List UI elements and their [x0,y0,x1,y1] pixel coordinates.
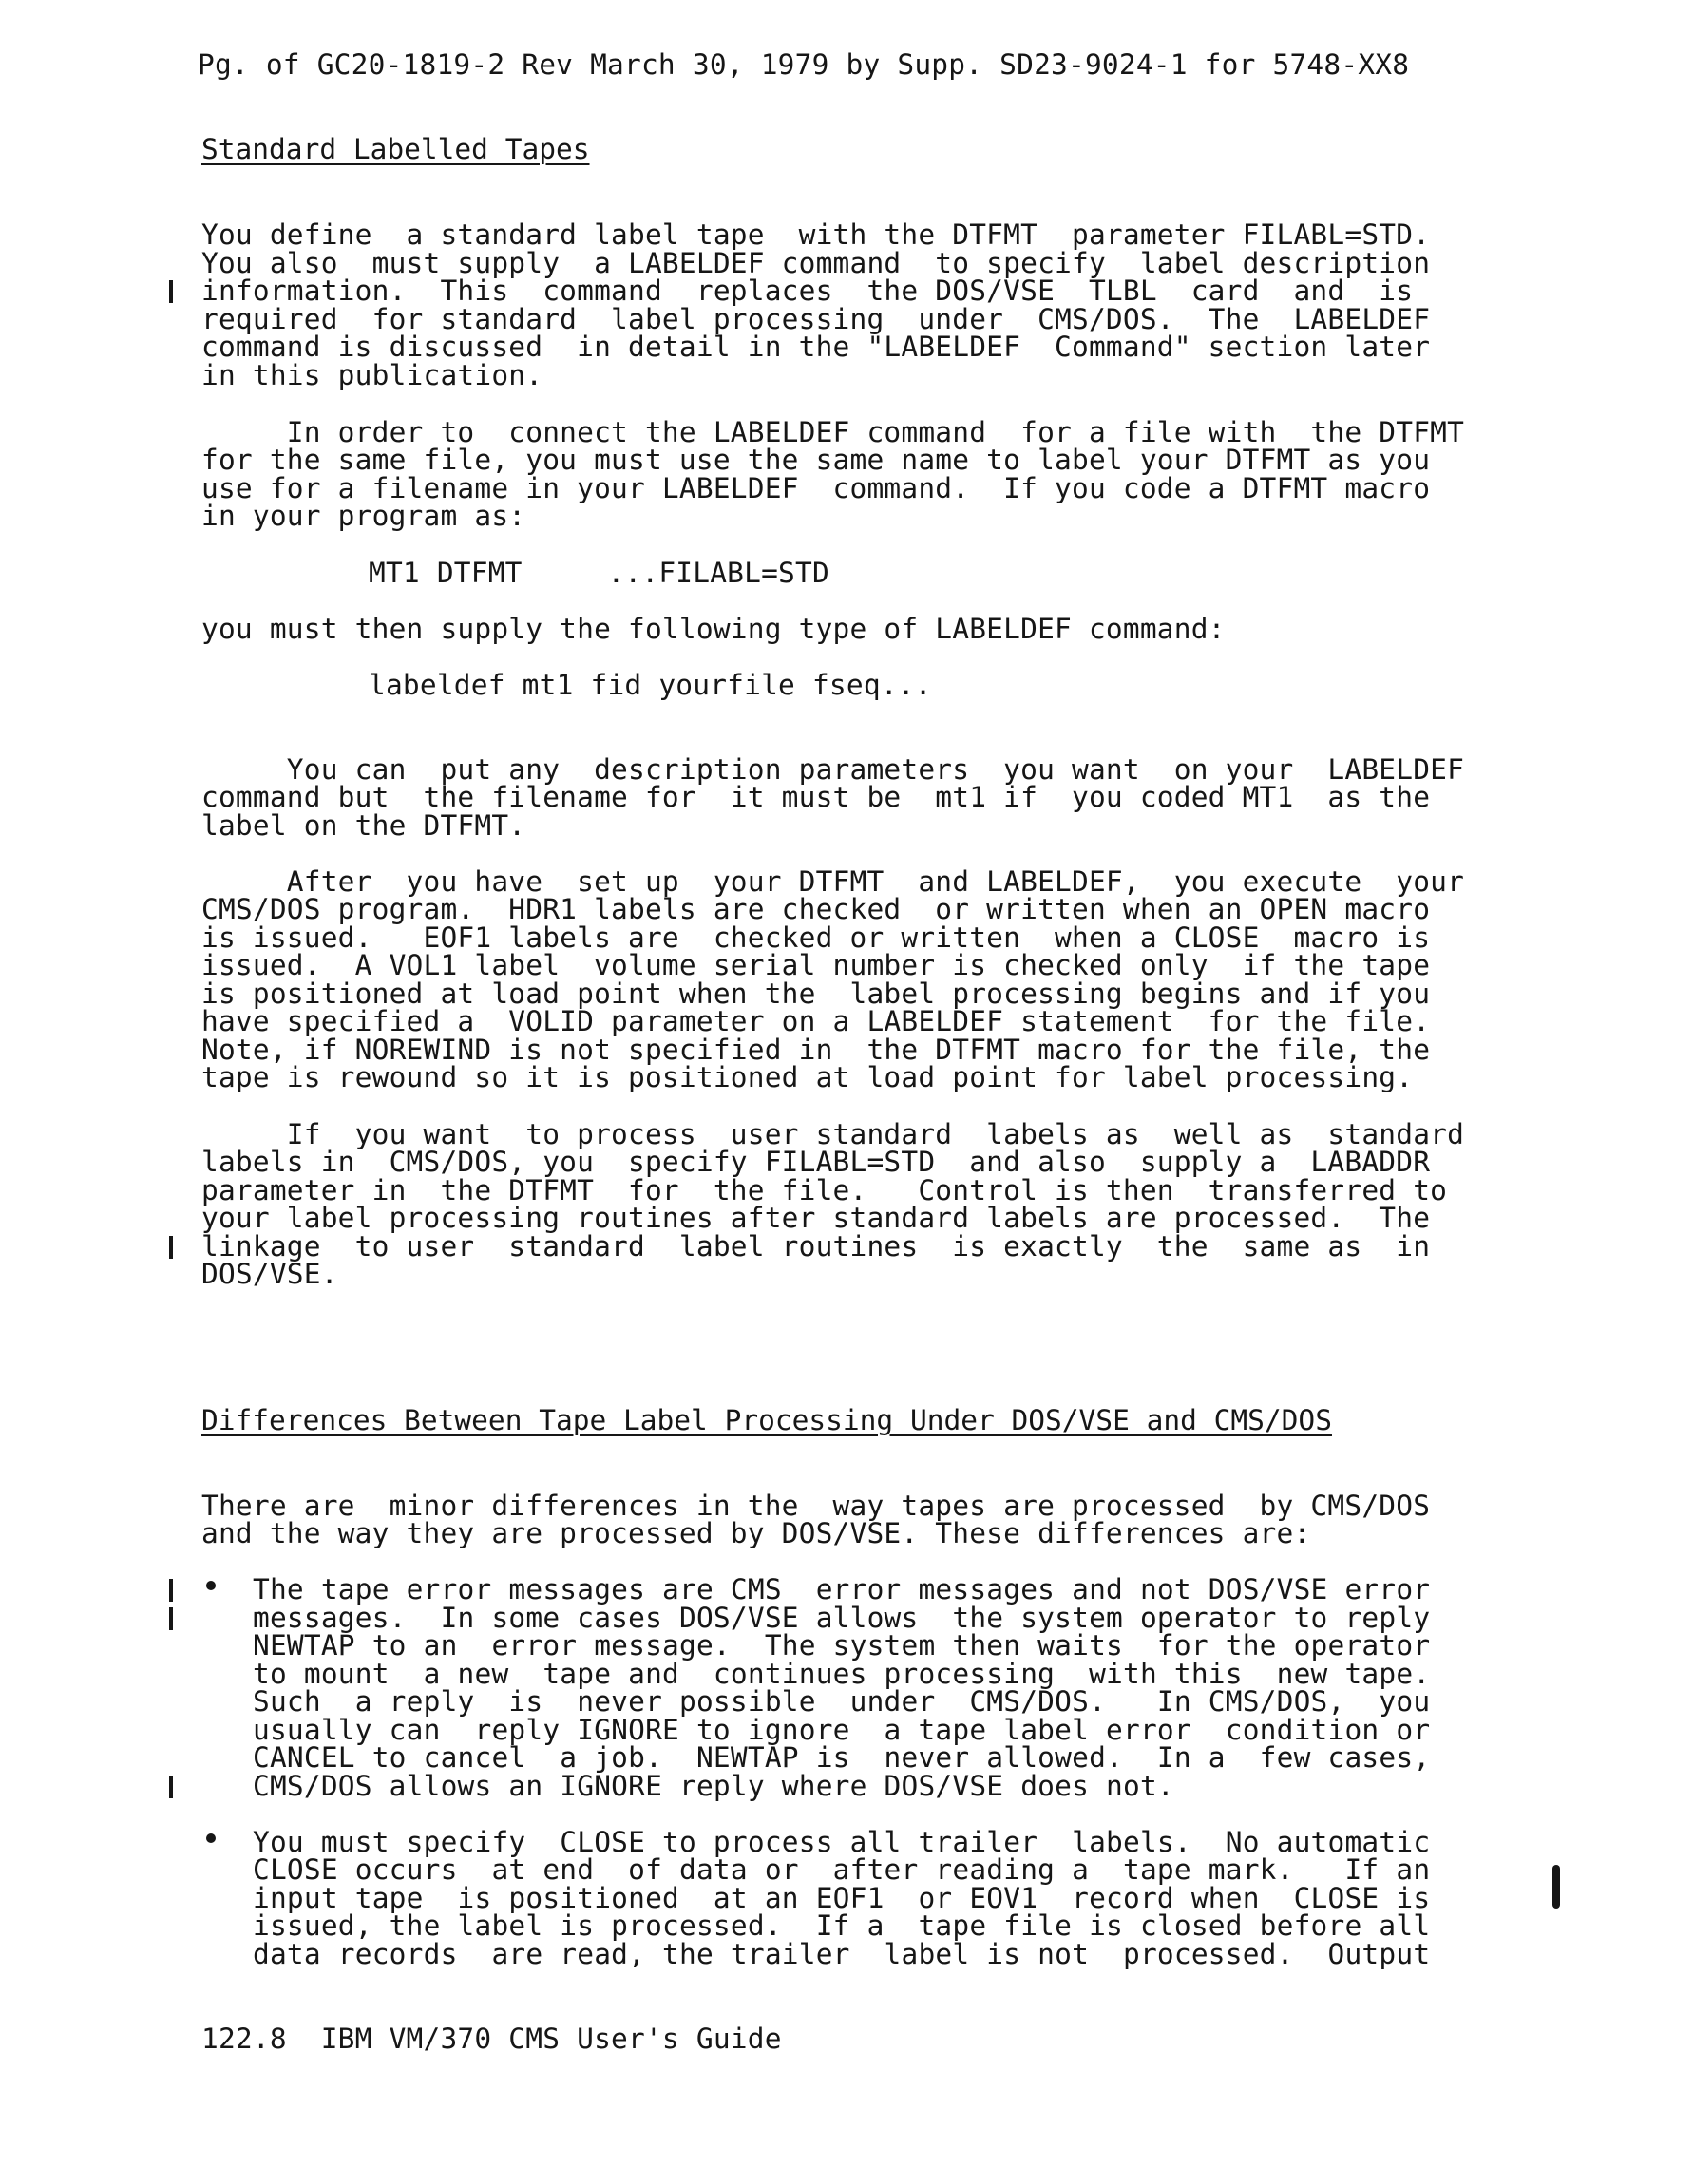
code-example-dtfmt: MT1 DTFMT ...FILABL=STD [369,557,829,589]
text-line: for the same file, you must use the same name to label your DTFMT as you [201,444,1431,476]
text-line: NEWTAP to an error message. The system then waits for the operator [253,1629,1431,1662]
text-line: is issued. EOF1 labels are checked or written when a CLOSE macro is [201,921,1431,954]
text-line: You can put any description parameters you want on your LABELDEF [201,753,1465,786]
paragraph-3: you must then supply the following type of LABELDEF command: [201,613,1226,645]
text-line: use for a filename in your LABELDEF command. If you code a DTFMT macro [201,472,1431,504]
text-line: in your program as: [201,500,526,532]
revision-bar [169,280,173,303]
section-heading-standard-labelled-tapes: Standard Labelled Tapes [201,133,590,165]
text-line: input tape is positioned at an EOF1 or EOV1 record when CLOSE is [253,1882,1431,1914]
page-header: Pg. of GC20-1819-2 Rev March 30, 1979 by Supp. SD23-9024-1 for 5748-XX8 [198,48,1410,81]
text-line: There are minor differences in the way tapes are processed by CMS/DOS [201,1490,1431,1522]
text-line: data records are read, the trailer label is not processed. Output [253,1938,1431,1970]
text-line: Such a reply is never possible under CMS/DOS. In CMS/DOS, you [253,1685,1431,1718]
text-line: usually can reply IGNORE to ignore a tape label error condition or [253,1714,1431,1746]
text-line: have specified a VOLID parameter on a LABELDEF statement for the file. [201,1005,1431,1037]
text-line: to mount a new tape and continues processing with this new tape. [253,1658,1431,1690]
binding-mark [1552,1865,1560,1909]
text-line: labels in CMS/DOS, you specify FILABL=STD and also supply a LABADDR [201,1146,1431,1178]
text-line: issued, the label is processed. If a tape file is closed before all [253,1909,1431,1942]
text-line: tape is rewound so it is positioned at load point for label processing. [201,1061,1414,1093]
text-line: In order to connect the LABELDEF command for a file with the DTFMT [201,416,1465,448]
text-line: You also must supply a LABELDEF command to specify label description [201,247,1431,279]
text-line: After you have set up your DTFMT and LABELDEF, you execute your [201,865,1465,898]
revision-bar [169,1776,173,1798]
text-line: command is discussed in detail in the "LABELDEF Command" section later [201,331,1431,363]
text-line: in this publication. [201,359,543,391]
text-line: messages. In some cases DOS/VSE allows the system operator to reply [253,1602,1431,1634]
text-line: and the way they are processed by DOS/VSE. These differences are: [201,1517,1311,1549]
revision-bar [169,1607,173,1630]
revision-bar [169,1236,173,1259]
text-line: DOS/VSE. [201,1258,338,1290]
text-line: is positioned at load point when the label processing begins and if you [201,978,1431,1010]
revision-bar [169,1579,173,1602]
bullet-marker [206,1581,216,1590]
text-line: command but the filename for it must be mt1 if you coded MT1 as the [201,781,1431,813]
text-line: parameter in the DTFMT for the file. Control is then transferred to [201,1174,1448,1206]
section-heading-differences: Differences Between Tape Label Processing Under DOS/VSE and CMS/DOS [201,1404,1332,1436]
bullet-marker [206,1833,216,1843]
text-line: information. This command replaces the DOS/VSE TLBL card and is [201,275,1414,307]
code-example-labeldef: labeldef mt1 fid yourfile fseq... [369,669,932,701]
text-line: CANCEL to cancel a job. NEWTAP is never allowed. In a few cases, [253,1741,1431,1774]
text-line: your label processing routines after standard labels are processed. The [201,1202,1431,1234]
page-footer: 122.8 IBM VM/370 CMS User's Guide [201,2023,782,2055]
text-line: CMS/DOS allows an IGNORE reply where DOS/VSE does not. [253,1770,1174,1802]
text-line: linkage to user standard label routines is exactly the same as in [201,1230,1431,1263]
text-line: issued. A VOL1 label volume serial number is checked only if the tape [201,949,1431,981]
text-line: Note, if NOREWIND is not specified in the DTFMT macro for the file, the [201,1034,1431,1066]
text-line: label on the DTFMT. [201,809,526,842]
text-line: You must specify CLOSE to process all trailer labels. No automatic [253,1826,1431,1858]
text-line: If you want to process user standard labels as well as standard [201,1118,1465,1150]
text-line: The tape error messages are CMS error messages and not DOS/VSE error [253,1573,1431,1605]
text-line: required for standard label processing under CMS/DOS. The LABELDEF [201,303,1431,335]
text-line: CLOSE occurs at end of data or after reading a tape mark. If an [253,1853,1431,1886]
text-line: You define a standard label tape with the DTFMT parameter FILABL=STD. [201,218,1431,251]
text-line: CMS/DOS program. HDR1 labels are checked or written when an OPEN macro [201,893,1431,925]
